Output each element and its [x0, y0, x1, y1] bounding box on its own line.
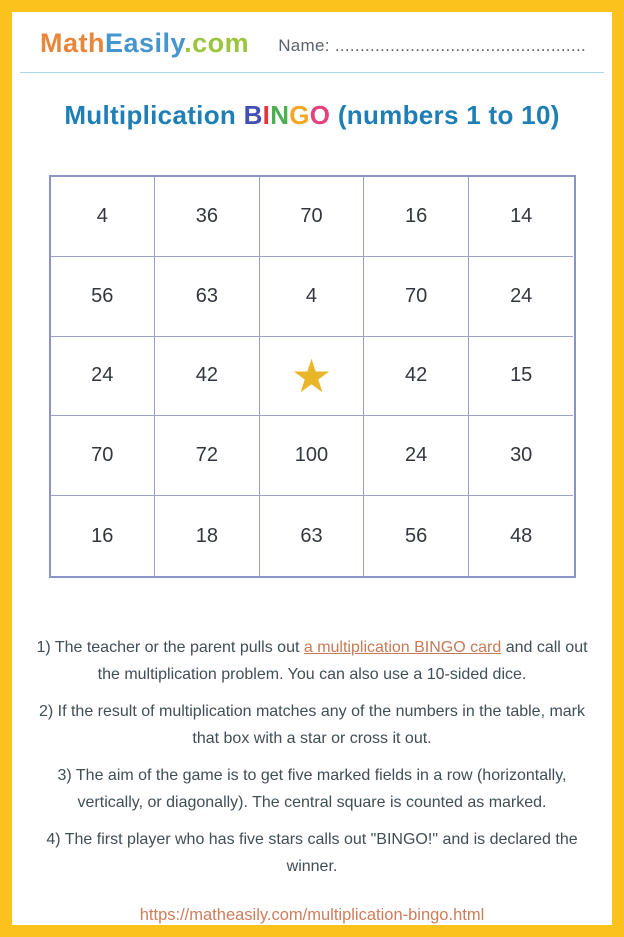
bingo-cell	[260, 177, 365, 257]
bingo-letter-o: O	[309, 100, 331, 130]
bingo-cell	[469, 177, 574, 257]
header-divider	[20, 72, 604, 73]
cell-value: 63	[300, 524, 323, 547]
cell-value: 4	[305, 284, 318, 307]
page-title	[12, 100, 612, 131]
instruction-3: 3) The aim of the game is to get five marked fields in a row (horizontally, vertically, or diagonally). The central square is counted as marked.	[57, 767, 567, 811]
star-icon: ★	[290, 349, 333, 402]
bingo-letter-n: N	[270, 100, 290, 130]
bingo-cell	[469, 257, 574, 337]
instructions	[12, 634, 612, 880]
bingo-cell	[155, 337, 260, 417]
bingo-card-link[interactable]: a multiplication BINGO card	[303, 639, 502, 656]
bingo-cell	[364, 416, 469, 496]
cell-value: 14	[510, 204, 533, 227]
cell-value: 100	[294, 444, 329, 467]
bingo-cell	[260, 496, 365, 576]
cell-value: 24	[91, 364, 114, 387]
cell-value: 4	[96, 204, 108, 227]
bingo-cell	[155, 177, 260, 257]
cell-value: 42	[404, 364, 428, 387]
instruction-4: 4) The first player who has five stars calls out "BINGO!" and is declared the winner.	[46, 831, 578, 875]
cell-value: 36	[195, 204, 219, 227]
bingo-cell	[51, 257, 156, 337]
instruction-1-text-after: and call out the multiplication problem. You can also use a 10-sided dice.	[97, 639, 588, 683]
cell-value: 56	[404, 524, 428, 547]
cell-value: 70	[91, 444, 114, 467]
bingo-cell	[51, 177, 156, 257]
cell-value: 42	[195, 364, 219, 387]
bingo-cell	[51, 416, 156, 496]
bingo-cell	[469, 416, 574, 496]
instruction-1-text: 1) The teacher or the parent pulls out	[36, 639, 304, 656]
bingo-cell	[155, 257, 260, 337]
bingo-cell	[364, 177, 469, 257]
name-field	[278, 36, 586, 59]
cell-value: 24	[404, 444, 428, 467]
cell-value: 16	[91, 524, 114, 547]
cell-value: 48	[510, 524, 533, 547]
footer-url-link[interactable]: https://matheasily.com/multiplication-bingo.html	[139, 906, 485, 924]
bingo-letter-b: B	[243, 100, 263, 130]
instruction-1	[30, 634, 594, 688]
cell-value: 15	[510, 364, 533, 387]
bingo-cell	[260, 416, 365, 496]
bingo-cell	[469, 496, 574, 576]
bingo-cell	[364, 496, 469, 576]
name-dotted-line: ..................................................	[334, 36, 586, 55]
footer	[12, 906, 612, 925]
bingo-letter-i: I	[262, 100, 271, 130]
cell-value: 56	[91, 284, 114, 307]
bingo-center-cell	[260, 337, 365, 417]
cell-value: 70	[404, 284, 428, 307]
bingo-cell	[364, 337, 469, 417]
title-suffix: (numbers 1 to 10)	[330, 100, 560, 130]
bingo-cell	[155, 416, 260, 496]
title-prefix: Multiplication	[64, 100, 244, 130]
bingo-cell	[469, 337, 574, 417]
cell-value: 18	[195, 524, 219, 547]
logo-part-easily: Easily	[105, 28, 185, 58]
instruction-2: 2) If the result of multiplication matches any of the numbers in the table, mark that box with a star or cross it out.	[38, 703, 586, 747]
bingo-cell	[51, 496, 156, 576]
cell-value: 24	[510, 284, 533, 307]
name-label: Name:	[278, 36, 330, 55]
site-logo	[40, 28, 249, 59]
cell-value: 63	[195, 284, 219, 307]
logo-part-math: Math	[40, 28, 105, 58]
bingo-cell	[260, 257, 365, 337]
header	[12, 12, 612, 59]
cell-value: 72	[195, 444, 219, 467]
bingo-letter-g: G	[289, 100, 310, 130]
bingo-grid	[49, 175, 576, 578]
cell-value: 30	[510, 444, 533, 467]
cell-value: 70	[300, 204, 323, 227]
logo-part-com: .com	[184, 28, 250, 58]
bingo-cell	[155, 496, 260, 576]
bingo-cell	[51, 337, 156, 417]
bingo-cell	[364, 257, 469, 337]
cell-value: 16	[404, 204, 428, 227]
